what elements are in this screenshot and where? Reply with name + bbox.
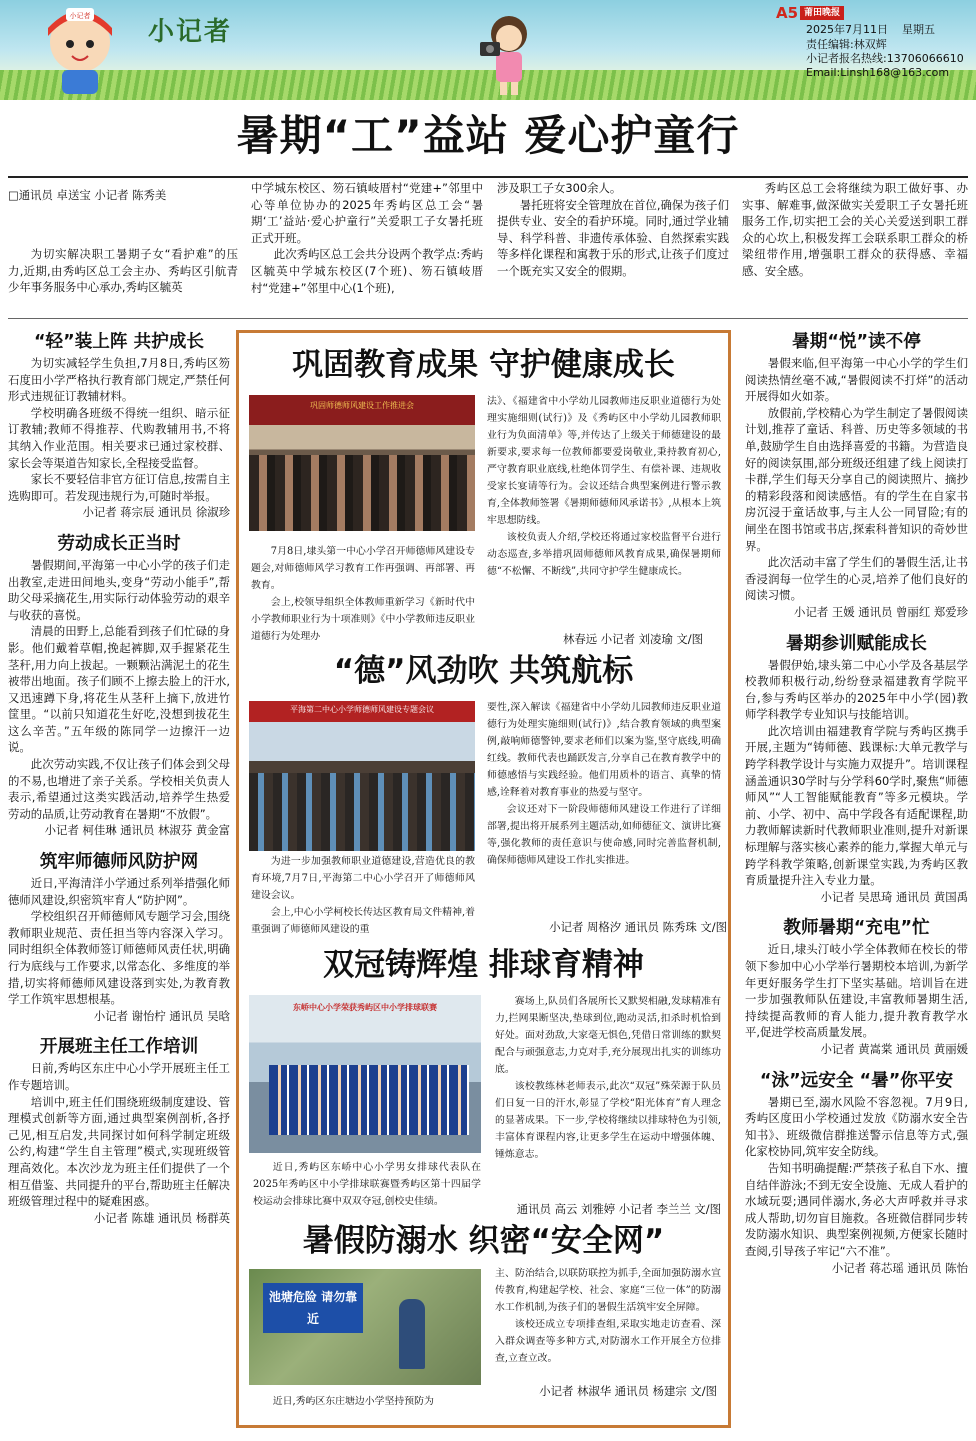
box-story-2-cap-p2: 会上,中心小学柯校长传达区教育局文件精神,着重强调了师德师风建设的重 <box>251 907 475 935</box>
volleyball-team-photo <box>249 995 481 1153</box>
mascot-badge-text: 小记者 <box>69 12 91 20</box>
left-article-4-byline: 小记者 陈雄 通讯员 杨群英 <box>93 1210 230 1225</box>
box-story-3-byline: 通讯员 高云 刘雅婷 小记者 李兰兰 文/图 <box>516 1202 721 1216</box>
left-article-1-p1: 为切实减轻学生负担,7月8日,秀屿区笏石度田小学严格执行教育部门规定,严禁任何形式违规征订教辅材料。 <box>8 356 230 404</box>
center-feature-box <box>236 330 731 1428</box>
lead-byline: □通讯员 卓送宝 小记者 陈秀美 <box>8 188 167 202</box>
box-story-3-caption <box>253 1159 481 1210</box>
hotline-line: 小记者报名热线:13706066610 <box>806 52 964 65</box>
meeting-photo-2 <box>249 701 475 851</box>
right-article-1-p3: 此次活动丰富了学生们的暑假生活,让书香浸润每一位学生的心灵,培养了他们良好的阅读习惯。 <box>745 555 968 603</box>
right-article-2-p2: 此次培训由福建教育学院与秀屿区携手开展,主题为“铸师德、践课标:大单元教学与跨学科教学设计与实施力双提升”。培训课程涵盖通识30学时与分学科60学时,聚焦“师德师风”“人工智能赋能教育”等多元模块。学前、小学、初中、高中学段各有适配课程,助力教师解读新时代教师职业准则,提升对新课标理解与落实核心素养的能力,掌握大单元与跨学科教学策略,创新课堂实践,为秀屿区教育质量提升注入专业力量。 <box>745 723 968 888</box>
lead-col-4-text: 秀屿区总工会将继续为职工做好事、办实事、解难事,做深做实关爱职工子女暑托班服务工作,切实把工会的关心关爱送到职工群众的心坎上,积极发挥工会联系职工群众的桥梁纽带作用,增强职工群众的获得感、幸福感、安全感。 <box>742 181 968 278</box>
left-column <box>8 329 230 1226</box>
box-story-2-p2: 会议还对下一阶段师德师风建设工作进行了详细部署,提出将开展系列主题活动,如师德征文、演讲比赛等,强化教师的责任意识与使命感,同时完善监督机制,确保师德师风建设工作扎实推进。 <box>487 804 721 866</box>
box-story-2-title: “德”风劲吹 共筑航标 <box>333 653 634 689</box>
box-story-1-cap-p2: 会上,校领导组织全体教师重新学习《新时代中小学教师职业行为十项准则》《中小学教师违反职业道德行为处理办 <box>251 597 475 642</box>
left-article-2-title: 劳动成长正当时 <box>57 533 181 554</box>
box-story-1-cap-p1: 7月8日,埭头第一中心小学召开师德师风建设专题会,对师德师风学习教育工作再强调、再部署、再教育。 <box>251 546 475 591</box>
right-article-1-byline: 小记者 王媛 通讯员 曾丽红 郑爱珍 <box>794 604 968 619</box>
right-article-4-title: “泳”远安全 “暑”你平安 <box>759 1070 954 1091</box>
page-number: A5 <box>776 4 799 22</box>
box-story-3-p1: 赛场上,队员们各展所长又默契相融,发球精准有力,拦网果断坚决,垫球到位,跑动灵活,扣杀时机恰到好处。面对劲敌,大家毫无惧色,凭借日常训练的默契配合与顽强意志,力克对手,充分展现出扎实的训练功底。 <box>495 996 721 1075</box>
left-article-2-p2: 清晨的田野上,总能看到孩子们忙碌的身影。他们戴着草帽,挽起裤脚,双手握紧花生茎秆,用力向上拔起。一颗颗沾满泥土的花生被带出地面。孩子们顾不上擦去脸上的汗水,又迅速蹲下身,将花生从茎秆上摘下,放进竹筐里。“以前只知道花生好吃,没想到拔花生这么辛苦。”五年级的陈同学一边擦汗一边说。 <box>8 624 230 755</box>
left-article-1-p3: 家长不要轻信非官方征订信息,按需自主选购即可。若发现违规行为,可随时举报。 <box>8 472 230 503</box>
box-story-3-cap-p1: 近日,秀屿区东峤中心小学男女排球代表队在2025年秀屿区中小学排球联赛暨秀屿区第十四届学校运动会排球比赛中双双夺冠,创校史佳绩。 <box>253 1162 481 1207</box>
photo-1-banner-text: 巩固师德师风建设工作推进会 <box>310 401 414 410</box>
left-article-2-p1: 暑假期间,平海第一中心小学的孩子们走出教室,走进田间地头,变身“劳动小能手”,帮助父母采摘花生,用实际行动体验劳动的艰辛与收获的喜悦。 <box>8 557 230 622</box>
box-story-1-p2: 该校负责人介绍,学校还将通过家校监督平台进行动态巡查,多举措巩固师德师风教育成果,确保暑期师德“不松懈、不断线”,共同守护学生健康成长。 <box>487 532 721 577</box>
girl-with-camera-illustration <box>478 12 540 96</box>
lead-col-3 <box>497 180 729 280</box>
box-story-4-p1: 主、防治结合,以联防联控为抓手,全面加强防溺水宣传教育,构建起学校、社会、家庭“三位一体”的防溺水工作机制,为孩子们的暑假生活筑牢安全屏障。 <box>495 1268 721 1313</box>
lead-col-3-text-b: 暑托班将安全管理放在首位,确保为孩子们提供专业、安全的看护环境。同时,通过学业辅导、科学科普、非遗传承体验、自然探索实践等多样化课程和寓教于乐的形式,让孩子们度过一个既充实又安全的假期。 <box>497 197 729 278</box>
left-article-4-p2: 培训中,班主任们围绕班级制度建设、管理模式创新等方面,通过典型案例剖析,各抒己见,相互启发,共同探讨如何科学制定班级公约,构建“学生自主管理”模式,实现班级管理高效化。本次沙龙为班主任们提供了一个相互借鉴、共同提升的平台,帮助班主任解决班级管理过程中的疑难困惑。 <box>8 1094 230 1209</box>
right-article-1-p1: 暑假来临,但平海第一中心小学的学生们阅读热情丝毫不减,“暑假阅读不打烊”的活动开展得如火如荼。 <box>745 356 968 404</box>
right-article-3-title: 教师暑期“充电”忙 <box>783 918 930 939</box>
left-article-3-p2: 学校组织召开师德师风专题学习会,围绕教师职业规范、责任担当等内容深入学习。同时组织全体教师签订师德师风责任状,明确行为底线与工作要求,以常态化、多维度的举措,切实将师德师风建设落到实处,为教育教学工作筑牢思想根基。 <box>8 909 230 1007</box>
right-article-1-p2: 放假前,学校精心为学生制定了暑假阅读计划,推荐了童话、科普、历史等多领域的书单,鼓励学生自由选择喜爱的书籍。为营造良好的阅读氛围,部分班级还组建了线上阅读打卡群,学生们每天分享自己的阅读照片、摘抄的精彩段落和阅读感悟。有的学生在自家书房沉浸于童话故事,与主人公一同冒险;有的闸坐在图书馆或书店,探索科普知识的奇妙世界。 <box>745 405 968 553</box>
email-line: Email:Linsh168@163.com <box>806 66 950 79</box>
left-article-1-title: “轻”装上阵 共护成长 <box>33 332 204 352</box>
box-story-4-title: 暑假防溺水 织密“安全网” <box>302 1223 665 1259</box>
lead-col-1 <box>8 246 238 296</box>
lead-col-1-text: 为切实解决职工暑期子女“看护难”的压力,近期,由秀屿区总工会主办、秀屿区引航青少年事务服务中心承办,秀屿区毓英 <box>8 247 238 295</box>
lead-col-2-text-b: 此次秀屿区总工会共分设两个教学点:秀屿区毓英中学城东校区(7个班)、笏石镇岐厝村“党建+”邻里中心(1个班), <box>251 247 483 295</box>
lead-col-2 <box>251 180 483 296</box>
box-story-3-title: 双冠铸辉煌 排球育精神 <box>323 947 644 983</box>
box-story-2-p1: 要性,深入解读《福建省中小学幼儿园教师违反职业道德行为处理实施细则(试行)》,结合教育领域的典型案例,敲响师德警钟,要求老师们以案为鉴,坚守底线,明确红线。教师代表也踊跃发言,分享自己在教育教学中的师德感悟与实践经验。他们用质朴的语言、真挚的情感,诠释着对教育事业的热爱与坚守。 <box>487 702 721 798</box>
mascot-boy-illustration <box>40 2 120 96</box>
left-article-2-p3: 此次劳动实践,不仅让孩子们体会到父母的不易,也增进了亲子关系。学校相关负责人表示,希望通过这类实践活动,培养学生热爱劳动的品质,让劳动教育在暑期“不放假”。 <box>8 757 230 821</box>
right-article-2-title: 暑期参训赋能成长 <box>786 633 927 654</box>
left-article-4-p1: 日前,秀屿区东庄中心小学开展班主任工作专题培训。 <box>8 1061 230 1092</box>
issue-weekday: 星期五 <box>902 23 935 36</box>
headline-rule <box>8 176 968 178</box>
box-story-2-caption <box>251 853 475 938</box>
lead-col-4 <box>742 180 968 280</box>
box-story-1-title: 巩固教育成果 守护健康成长 <box>292 347 675 383</box>
lead-col-2-text-a: 中学城东校区、笏石镇岐厝村“党建+”邻里中心等单位协办的2025年秀屿区总工会“暑期‘工’益站·爱心护童行”关爱职工子女暑托班正式开班。 <box>251 181 483 245</box>
right-article-4-p2: 告知书明确提醒:严禁孩子私自下水、擅自结伴游泳;不到无安全设施、无成人看护的水域玩耍;遇同伴溺水,务必大声呼救并寻求成人帮助,切勿盲目施救。各班微信群同步转发防溺水知识、典型案例视频,方便家长随时查阅,引导孩子牢记“六不准”。 <box>745 1160 968 1258</box>
right-article-3-byline: 小记者 黄嵩棠 通讯员 黄丽媛 <box>820 1041 968 1056</box>
photo-3-banner-text: 东峤中心小学荣获秀屿区中小学排球联赛 <box>293 1003 437 1012</box>
lead-col-3-text-a: 涉及职工子女300余人。 <box>497 181 622 195</box>
right-article-2-byline: 小记者 吴思琦 通讯员 黄国禹 <box>820 889 968 904</box>
box-story-1-text <box>487 393 721 580</box>
right-article-1-title: 暑期“悦”读不停 <box>792 332 921 352</box>
editor-line: 责任编辑:林双辉 <box>806 38 887 51</box>
photo-2-banner-text: 平海第二中心小学师德师风建设专题会议 <box>290 705 434 714</box>
box-story-1-byline: 林春远 小记者 刘凌瑜 文/图 <box>563 632 703 646</box>
section-logo: 小记者 <box>148 17 233 47</box>
box-story-2-byline: 小记者 周格汐 通讯员 陈秀珠 文/图 <box>549 920 727 934</box>
pond-warning-sign-photo <box>249 1269 481 1385</box>
box-story-1-p1: 法》、《福建省中小学幼儿园教师违反职业道德行为处理实施细则(试行)》及《秀屿区中小学幼儿园教师职业行为负面清单》等,并传达了上级关于师德建设的最新要求,要求每一位教师都要爱岗敬业,秉持教育初心,严守教育职业底线,杜绝体罚学生、有偿补课、违规收受家长宴请等行为。会议还结合典型案例进行警示教育,全体教师签署《暑期师德师风承诺书》,从根本上筑牢思想防线。 <box>487 396 721 526</box>
left-article-1-byline: 小记者 蒋宗辰 通讯员 徐淑珍 <box>82 505 230 520</box>
box-story-2-cap-p1: 为进一步加强教师职业道德建设,营造优良的教育环境,7月7日,平海第二中心小学召开了师德师风建设会议。 <box>251 856 475 901</box>
lead-bottom-rule <box>8 318 968 319</box>
right-article-3-p1: 近日,埭头汀岐小学全体教师在校长的带领下参加中心小学举行暑期校本培训,为新学年更好服务学生打下坚实基础。培训旨在进一步加强教师队伍建设,丰富教师暑期生活,持续提高教师的育人能力,提升教育教学水平,促进学校高质量发展。 <box>745 942 968 1040</box>
box-story-4-byline: 小记者 林淑华 通讯员 杨建宗 文/图 <box>539 1384 717 1398</box>
box-story-4-p2: 该校还成立专项排查组,采取实地走访查看、深入群众调查等多种方式,对防溺水工作开展全方位排查,立查立改。 <box>495 1319 721 1364</box>
meeting-photo-1 <box>249 395 475 531</box>
left-article-2-byline: 小记者 柯佳琳 通讯员 林淑芬 黄金富 <box>44 823 230 838</box>
left-article-3-title: 筑牢师德师风防护网 <box>39 852 199 873</box>
issue-date: 2025年7月11日 <box>806 23 888 36</box>
page-headline: 暑期“工”益站 爱心护童行 <box>236 111 740 160</box>
warning-sign-text: 池塘危险 请勿靠近 <box>263 1283 363 1333</box>
box-story-4-caption <box>253 1393 481 1410</box>
box-story-2-text <box>487 699 721 869</box>
box-story-1-caption <box>251 543 475 645</box>
box-story-4-text <box>495 1265 721 1367</box>
box-story-4-cap-p1: 近日,秀屿区东庄塘边小学坚持预防为 <box>272 1396 434 1407</box>
masthead-logo: 莆田晚报 <box>800 6 844 20</box>
left-article-3-p1: 近日,平海清洋小学通过系列举措强化师德师风建设,织密筑牢育人“防护网”。 <box>8 876 230 907</box>
box-story-3-text <box>495 993 721 1163</box>
right-article-4-p1: 暑期已至,溺水风险不容忽视。7月9日,秀屿区度田小学校通过发放《防溺水安全告知书》、班级微信群推送警示信息等方式,强化家校协同,筑牢安全防线。 <box>745 1094 968 1159</box>
right-column <box>745 329 968 1276</box>
header-date-line <box>806 23 976 38</box>
right-article-4-byline: 小记者 蒋芯瑶 通讯员 陈怡 <box>831 1260 968 1275</box>
right-article-2-p1: 暑假伊始,埭头第二中心小学及各基层学校教师积极行动,纷纷登录福建教育学院平台,参与秀屿区举办的2025年中小学(园)教师学科教学专业知识与技能培训。 <box>745 657 968 722</box>
left-article-3-byline: 小记者 谢怡柠 通讯员 吴晗 <box>93 1008 230 1023</box>
left-article-4-title: 开展班主任工作培训 <box>39 1037 199 1058</box>
box-story-3-p2: 该校教练林老师表示,此次“双冠”殊荣源于队员们日复一日的汗水,彰显了学校“阳光体育”育人理念的显著成果。下一步,学校将继续以排球特色为引领,丰富体育课程内容,让更多学生在运动中增强体魄、锤炼意志。 <box>495 1081 721 1160</box>
left-article-1-p2: 学校明确各班级不得统一组织、暗示征订教辅;教师不得推荐、代购教辅用书,不将其纳入作业范围。相关要求已通过家校群、家长会等渠道告知家长,全程接受监督。 <box>8 405 230 470</box>
